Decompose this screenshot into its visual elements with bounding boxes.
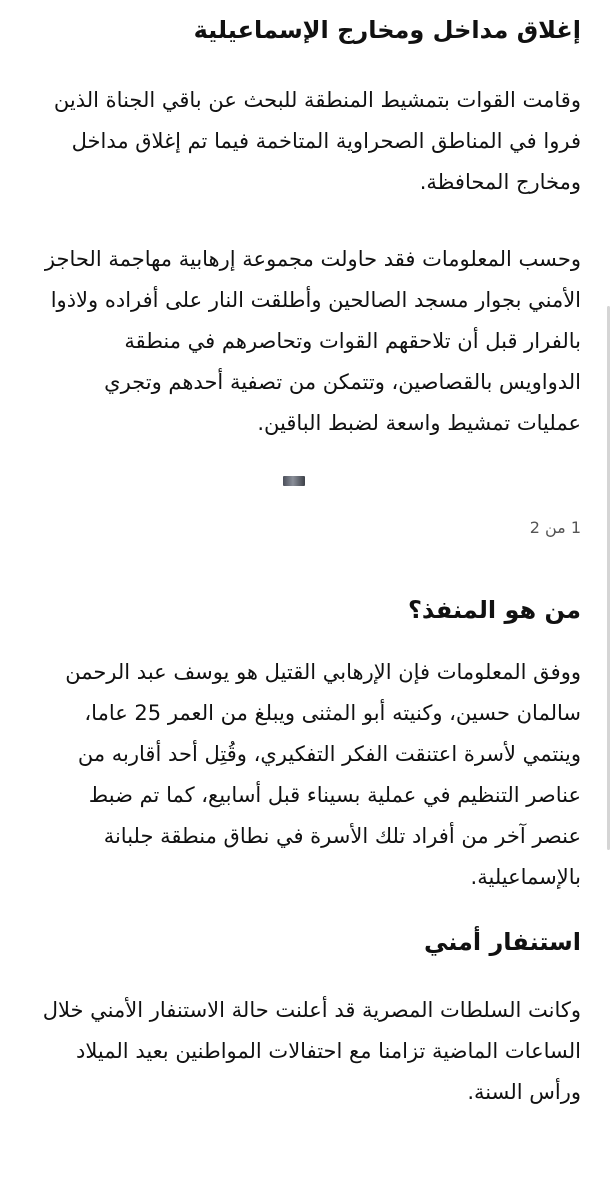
article-body bbox=[40, 0, 581, 1113]
image-gallery[interactable] bbox=[40, 476, 581, 516]
article-paragraph: وقامت القوات بتمشيط المنطقة للبحث عن باقي الجناة الذين فروا في المناطق الصحراوية المتاخمة فيما تم إغلاق مداخل ومخارج المحافظة. bbox=[53, 88, 581, 194]
scrollbar[interactable] bbox=[607, 306, 610, 850]
article-paragraph: وحسب المعلومات فقد حاولت مجموعة إرهابية مهاجمة الحاجز الأمني بجوار مسجد الصالحين وأطلقت النار على أفراده ولاذوا بالفرار قبل أن تلاحقهم القوات وتحاصرهم في منطقة الدواويس بالقصاصين، وتتمكن من تصفية أحدهم وتجري عمليات تمشيط واسعة لضبط الباقين. bbox=[44, 247, 581, 435]
article-paragraph: وكانت السلطات المصرية قد أعلنت حالة الاستنفار الأمني خلال الساعات الماضية تزامنا مع احتفالات المواطنين بعيد الميلاد ورأس السنة. bbox=[42, 998, 581, 1104]
gallery-counter: 1 من 2 bbox=[529, 518, 581, 537]
section-heading-ismailia-closure: إغلاق مداخل ومخارج الإسماعيلية bbox=[193, 16, 581, 44]
article-paragraph: ووفق المعلومات فإن الإرهابي القتيل هو يوسف عبد الرحمن سالمان حسين، وكنيته أبو المثنى ويبلغ من العمر 25 عاما، وينتمي لأسرة اعتنقت الفكر التفكيري، وقُتِل أحد أقاربه من عناصر التنظيم في عملية بسيناء قبل أسابيع، كما تم ضبط عنصر آخر من أفراد تلك الأسرة في نطاق منطقة جلبانة بالإسماعيلية. bbox=[65, 660, 581, 889]
image-thumbnail[interactable] bbox=[283, 476, 305, 486]
section-heading-who-is-perpetrator: من هو المنفذ؟ bbox=[407, 596, 581, 624]
section-heading-security-alert: استنفار أمني bbox=[423, 928, 581, 956]
